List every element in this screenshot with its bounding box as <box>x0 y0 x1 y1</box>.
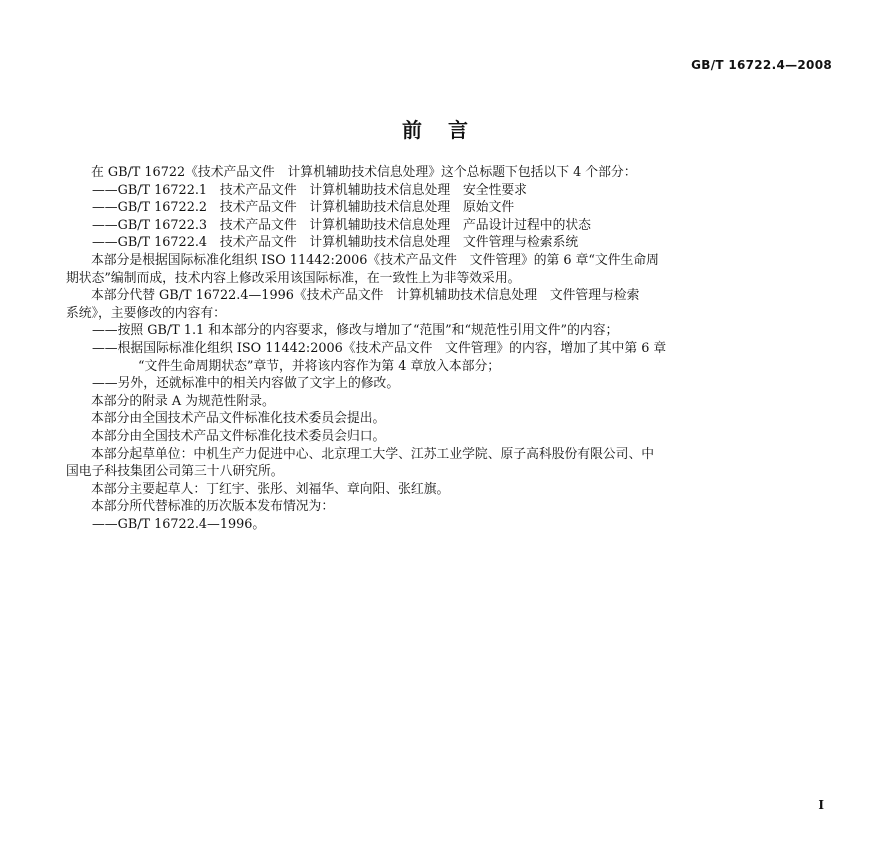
paragraph: 本部分所代替标准的历次版本发布情况为： <box>91 499 335 515</box>
standard-number: GB/T 16722.4—2008 <box>691 58 832 72</box>
paragraph: 本部分的附录 A 为规范性附录。 <box>91 393 275 409</box>
paragraph-continuation: 期状态”编制而成，技术内容上修改采用该国际标准，在一致性上为非等效采用。 <box>66 270 521 286</box>
list-item: ——根据国际标准化组织 ISO 11442:2006《技术产品文件 文件管理》的内容，增加了其中第 6 章 <box>92 340 667 356</box>
paragraph: 本部分是根据国际标准化组织 ISO 11442:2006《技术产品文件 文件管理》的第 6 章“文件生命周 <box>91 252 659 268</box>
list-item: ——按照 GB/T 1.1 和本部分的内容要求，修改与增加了“范围”和“规范性引用文件”的内容； <box>92 323 619 339</box>
list-item-continuation: “文件生命周期状态”章节，并将该内容作为第 4 章放入本部分； <box>138 358 501 374</box>
list-item: ——GB/T 16722.1 技术产品文件 计算机辅助技术信息处理 安全性要求 <box>92 182 527 198</box>
list-item: ——GB/T 16722.3 技术产品文件 计算机辅助技术信息处理 产品设计过程中的状态 <box>92 217 591 233</box>
paragraph-continuation: 国电子科技集团公司第三十八研究所。 <box>66 464 284 480</box>
foreword-body <box>66 164 836 533</box>
list-item: ——另外，还就标准中的相关内容做了文字上的修改。 <box>92 376 400 392</box>
paragraph: 本部分由全国技术产品文件标准化技术委员会提出。 <box>91 411 386 427</box>
paragraph: 本部分由全国技术产品文件标准化技术委员会归口。 <box>91 428 386 444</box>
paragraph: 本部分代替 GB/T 16722.4—1996《技术产品文件 计算机辅助技术信息处理 文件管理与检索 <box>91 288 640 304</box>
list-item: ——GB/T 16722.2 技术产品文件 计算机辅助技术信息处理 原始文件 <box>92 200 515 216</box>
list-item: ——GB/T 16722.4 技术产品文件 计算机辅助技术信息处理 文件管理与检索系统 <box>92 235 579 251</box>
paragraph: 在 GB/T 16722《技术产品文件 计算机辅助技术信息处理》这个总标题下包括以下 4 个部分： <box>91 165 637 180</box>
paragraph: 本部分主要起草人：丁红宇、张彤、刘福华、章向阳、张红旗。 <box>91 481 450 497</box>
paragraph: 本部分起草单位：中机生产力促进中心、北京理工大学、江苏工业学院、原子高科股份有限公司、中 <box>91 446 655 462</box>
paragraph-continuation: 系统》，主要修改的内容有： <box>66 305 226 321</box>
page-number: I <box>818 798 824 812</box>
list-item: ——GB/T 16722.4—1996。 <box>92 516 266 532</box>
page-title: 前言 <box>402 118 494 142</box>
